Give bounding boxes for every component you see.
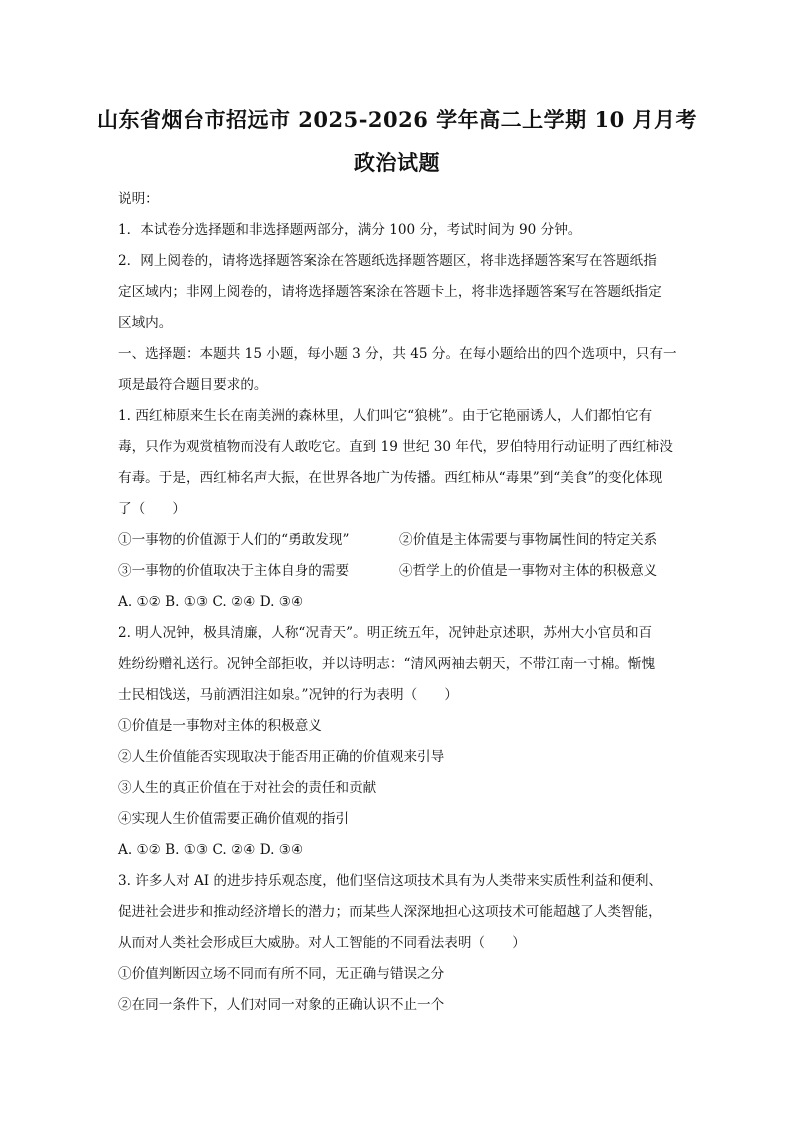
option: ①价值判断因立场不同而有所不同，无正确与错误之分 xyxy=(118,966,445,982)
question-stem-line: 促进社会进步和推动经济增长的潜力；而某些人深深地担心这项技术可能超越了人类智能， xyxy=(118,904,662,920)
question-stem-line: 从而对人类社会形成巨大威胁。对人工智能的不同看法表明（ ） xyxy=(118,935,526,951)
option: ②价值是主体需要与事物属性间的特定关系 xyxy=(399,532,658,548)
question-stem-line: 有毒。于是，西红柿名声大振，在世界各地广为传播。西红柿从“毒果”到“美食”的变化体现 xyxy=(118,470,663,486)
option: ②人生价值能否实现取决于能否用正确的价值观来引导 xyxy=(118,749,445,765)
question-2 xyxy=(118,618,678,866)
question-stem-line: 2. 明人况钟，极具清廉，人称“况青天”。明正统五年，况钟赴京述职，苏州大小官员和百 xyxy=(118,625,653,641)
instructions-heading: 说明： xyxy=(118,191,159,207)
section-heading xyxy=(118,339,678,401)
option: ④实现人生价值需要正确价值观的指引 xyxy=(118,811,350,827)
option-row xyxy=(118,556,678,587)
option: ②在同一条件下，人们对同一对象的正确认识不止一个 xyxy=(118,997,445,1013)
document-subtitle: 政治试题 xyxy=(354,150,440,175)
question-stem-line: 士民相饯送，马前洒泪注如泉。”况钟的行为表明（ ） xyxy=(118,687,458,703)
instruction-line: 2．网上阅卷的，请将选择题答案涂在答题纸选择题答题区，将非选择题答案写在答题纸指 xyxy=(118,253,657,269)
document-body xyxy=(118,184,678,1021)
section-heading-line: 一、选择题：本题共 15 小题，每小题 3 分，共 45 分。在每小题给出的四个选项中，只有一 xyxy=(118,346,677,362)
option: ④哲学上的价值是一事物对主体的积极意义 xyxy=(399,563,658,579)
option-row xyxy=(118,525,678,556)
option: ③人生的真正价值在于对社会的责任和贡献 xyxy=(118,780,377,796)
question-1 xyxy=(118,401,678,618)
answer-choices: A. ①② B. ①③ C. ②④ D. ③④ xyxy=(118,594,304,610)
question-stem-line: 姓纷纷赠礼送行。况钟全部拒收，并以诗明志：“清风两袖去朝天，不带江南一寸棉。惭愧 xyxy=(118,656,656,672)
question-stem-line: 毒，只作为观赏植物而没有人敢吃它。直到 19 世纪 30 年代，罗伯特用行动证明了西红柿没 xyxy=(118,439,673,455)
option: ①一事物的价值源于人们的“勇敢发现” xyxy=(118,532,350,548)
question-stem-line: 1. 西红柿原来生长在南美洲的森林里，人们叫它“狼桃”。由于它艳丽诱人，人们都怕它有 xyxy=(118,408,653,424)
question-stem-line: 了（ ） xyxy=(118,501,186,517)
answer-choices: A. ①② B. ①③ C. ②④ D. ③④ xyxy=(118,842,304,858)
section-heading-line: 项是最符合题目要求的。 xyxy=(118,377,268,393)
document-title: 山东省烟台市招远市 2025-2026 学年高二上学期 10 月月考 xyxy=(96,107,698,132)
question-stem-line: 3. 许多人对 AI 的进步持乐观态度，他们坚信这项技术具有为人类带来实质性利益和便利、 xyxy=(118,873,663,889)
instruction-line: 定区域内；非网上阅卷的，请将选择题答案涂在答题卡上，将非选择题答案写在答题纸指定 xyxy=(118,284,662,300)
instructions-block xyxy=(118,184,678,339)
option: ③一事物的价值取决于主体自身的需要 xyxy=(118,563,350,579)
instruction-line: 1．本试卷分选择题和非选择题两部分，满分 100 分，考试时间为 90 分钟。 xyxy=(118,222,582,238)
instruction-line: 区域内。 xyxy=(118,315,173,331)
option: ①价值是一事物对主体的积极意义 xyxy=(118,718,322,734)
question-3 xyxy=(118,866,678,1021)
